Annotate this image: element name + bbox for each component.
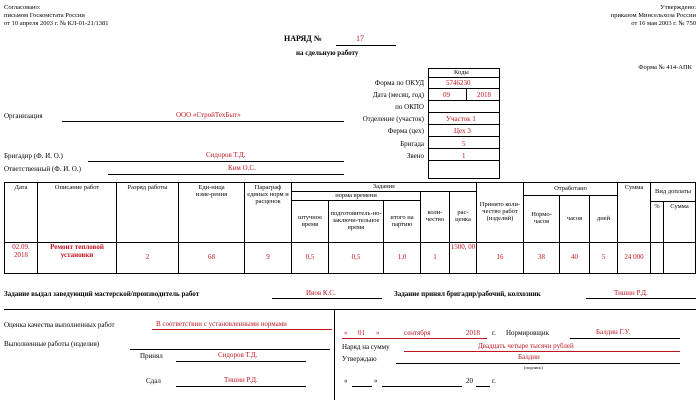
row-days: 5 xyxy=(601,253,606,261)
responsible-label: Ответственный (Ф. И. О.) xyxy=(4,165,81,173)
blank-year-suffix: г. xyxy=(492,377,496,385)
th-worked: Отработано xyxy=(523,182,618,196)
handed-by: Тишин Р.Д. xyxy=(224,376,258,384)
th-hours: часов xyxy=(559,195,590,243)
page-subtitle: на сдельную работу xyxy=(296,49,359,57)
organization-value: ООО «СтройТехБыт» xyxy=(176,111,241,119)
row-description: Ремонт тепловой установки xyxy=(50,243,104,259)
issued-label: Задание выдал заведующий мастерской/производитель работ xyxy=(4,290,200,298)
quality-value: В соответствии с установленными нормами xyxy=(156,320,287,328)
brigade-label: Бригада xyxy=(400,140,424,148)
zveno-label: Звено xyxy=(406,152,424,160)
okud-label: Форма по ОКУД xyxy=(374,79,424,87)
th-sum: Сумма xyxy=(617,182,651,243)
issued-by: Ивов К.С. xyxy=(306,289,336,297)
okpo-label: по ОКПО xyxy=(395,103,424,111)
order-sum-label: Наряд на сумму xyxy=(342,343,390,351)
department-value: Участок 1 xyxy=(446,115,476,123)
th-days: дней xyxy=(589,195,618,243)
row-hours: 40 xyxy=(571,253,578,261)
normer-value: Балдин Г.У. xyxy=(596,328,631,336)
order-number: 17 xyxy=(356,34,364,43)
approved-line-2: приказом Минсельхоза России xyxy=(610,12,696,19)
responsible-value: Ким О.С. xyxy=(228,164,256,172)
th-piece-time: штучное время xyxy=(291,200,329,243)
row-date: 02.09. 2018 xyxy=(12,243,30,259)
approve-label: Утверждаю xyxy=(342,355,377,363)
sign-date-day: 01 xyxy=(358,329,365,337)
th-task: Задание xyxy=(291,182,477,192)
th-unit: Еди-ница изме-рения xyxy=(178,182,245,243)
th-extra-pct: % xyxy=(650,201,664,243)
approved-line-3: от 16 мая 2003 г. № 750 xyxy=(631,20,696,27)
okud-value: 5746230 xyxy=(446,79,471,87)
date-open-quote: « xyxy=(344,329,348,337)
approved-line-1: Утверждено: xyxy=(660,4,696,11)
th-prep-time: подготовитель-но-заключи-тельное время xyxy=(328,200,384,243)
sign-date-month: сентября xyxy=(404,329,431,337)
row-paragraph: 9 xyxy=(266,253,270,261)
date-close-quote: » xyxy=(376,329,380,337)
order-sum-value: Двадцать четыре тысячи рублей xyxy=(478,342,574,350)
blank-date-open: « xyxy=(344,377,348,385)
date-month: 09 xyxy=(443,91,450,99)
foreman-label: Бригадир (Ф. И. О.) xyxy=(4,152,63,160)
agreed-line-1: Согласовано: xyxy=(4,4,41,11)
row-unit: 68 xyxy=(208,253,215,261)
farm-label: Ферма (цех) xyxy=(387,127,424,135)
blank-date-close: » xyxy=(374,377,378,385)
agreed-line-2: письмом Госкомстата России xyxy=(4,12,85,19)
date-year: 2018 xyxy=(477,91,491,99)
row-accepted: 16 xyxy=(496,253,504,261)
th-paragraph: Параграф единых норм и расценок xyxy=(244,182,292,243)
codes-header: Коды xyxy=(454,69,469,76)
th-grade: Разряд работы xyxy=(116,182,179,243)
row-quantity: 1 xyxy=(433,253,437,261)
quality-label: Оценка качества выполненных работ xyxy=(4,321,115,329)
department-label: Отделение (участок) xyxy=(362,115,424,123)
row-grade: 2 xyxy=(145,253,150,261)
zveno-value: 1 xyxy=(462,152,466,160)
signature-note: (подпись) xyxy=(524,365,543,370)
organization-label: Организация xyxy=(4,112,43,120)
accepted-by: Тишин Р.Д. xyxy=(614,289,648,297)
farm-value: Цех 3 xyxy=(454,127,471,135)
sign-date-year: 2018 xyxy=(466,329,480,337)
row-prep-time: 0,5 xyxy=(351,253,361,261)
row-total-batch: 1,0 xyxy=(397,253,407,261)
accepted-label: Задание принял бригадир/рабочий, колхозник xyxy=(394,290,541,298)
th-accepted: Принято коли-чество работ (изделий) xyxy=(476,182,524,243)
blank-year: 20 xyxy=(466,377,473,385)
handed-label: Сдал xyxy=(146,377,161,385)
approver-value: Балдин xyxy=(518,353,540,361)
row-piece-time: 0,5 xyxy=(305,253,315,261)
date-suffix: г. xyxy=(492,329,496,337)
row-norm-hours: 38 xyxy=(538,253,545,261)
received-label: Принял xyxy=(140,352,163,360)
th-extra-sum: Сумма xyxy=(663,201,696,243)
th-rate: рас-ценка xyxy=(449,191,477,243)
th-norm-time: норма времени xyxy=(291,191,421,201)
th-extra: Вид доплаты xyxy=(650,182,696,202)
th-date: Дата xyxy=(4,182,38,243)
done-works-label: Выполненные работы (изделия) xyxy=(4,340,100,348)
page-title: НАРЯД № xyxy=(284,34,322,43)
th-desc: Описание работ xyxy=(37,182,117,243)
th-total-batch: итого на партию xyxy=(383,200,421,243)
brigade-value: 5 xyxy=(462,140,466,148)
date-label: Дата (месяц, год) xyxy=(372,91,424,99)
row-sum: 24 000 xyxy=(624,253,644,261)
agreed-line-3: от 10 апреля 2003 г. № КЛ-01-21/1381 xyxy=(4,20,109,27)
row-rate: 1500, 00 xyxy=(450,243,476,251)
foreman-value: Сидоров Т.Д. xyxy=(206,151,246,159)
form-code: Форма № 414-АПК xyxy=(638,64,692,71)
received-by: Сидоров Т.Д. xyxy=(218,351,258,359)
th-quantity: коли-чество xyxy=(420,191,450,243)
th-norm-hours: Нормо-часов xyxy=(523,195,560,243)
normer-label: Нормировщик xyxy=(506,329,549,337)
